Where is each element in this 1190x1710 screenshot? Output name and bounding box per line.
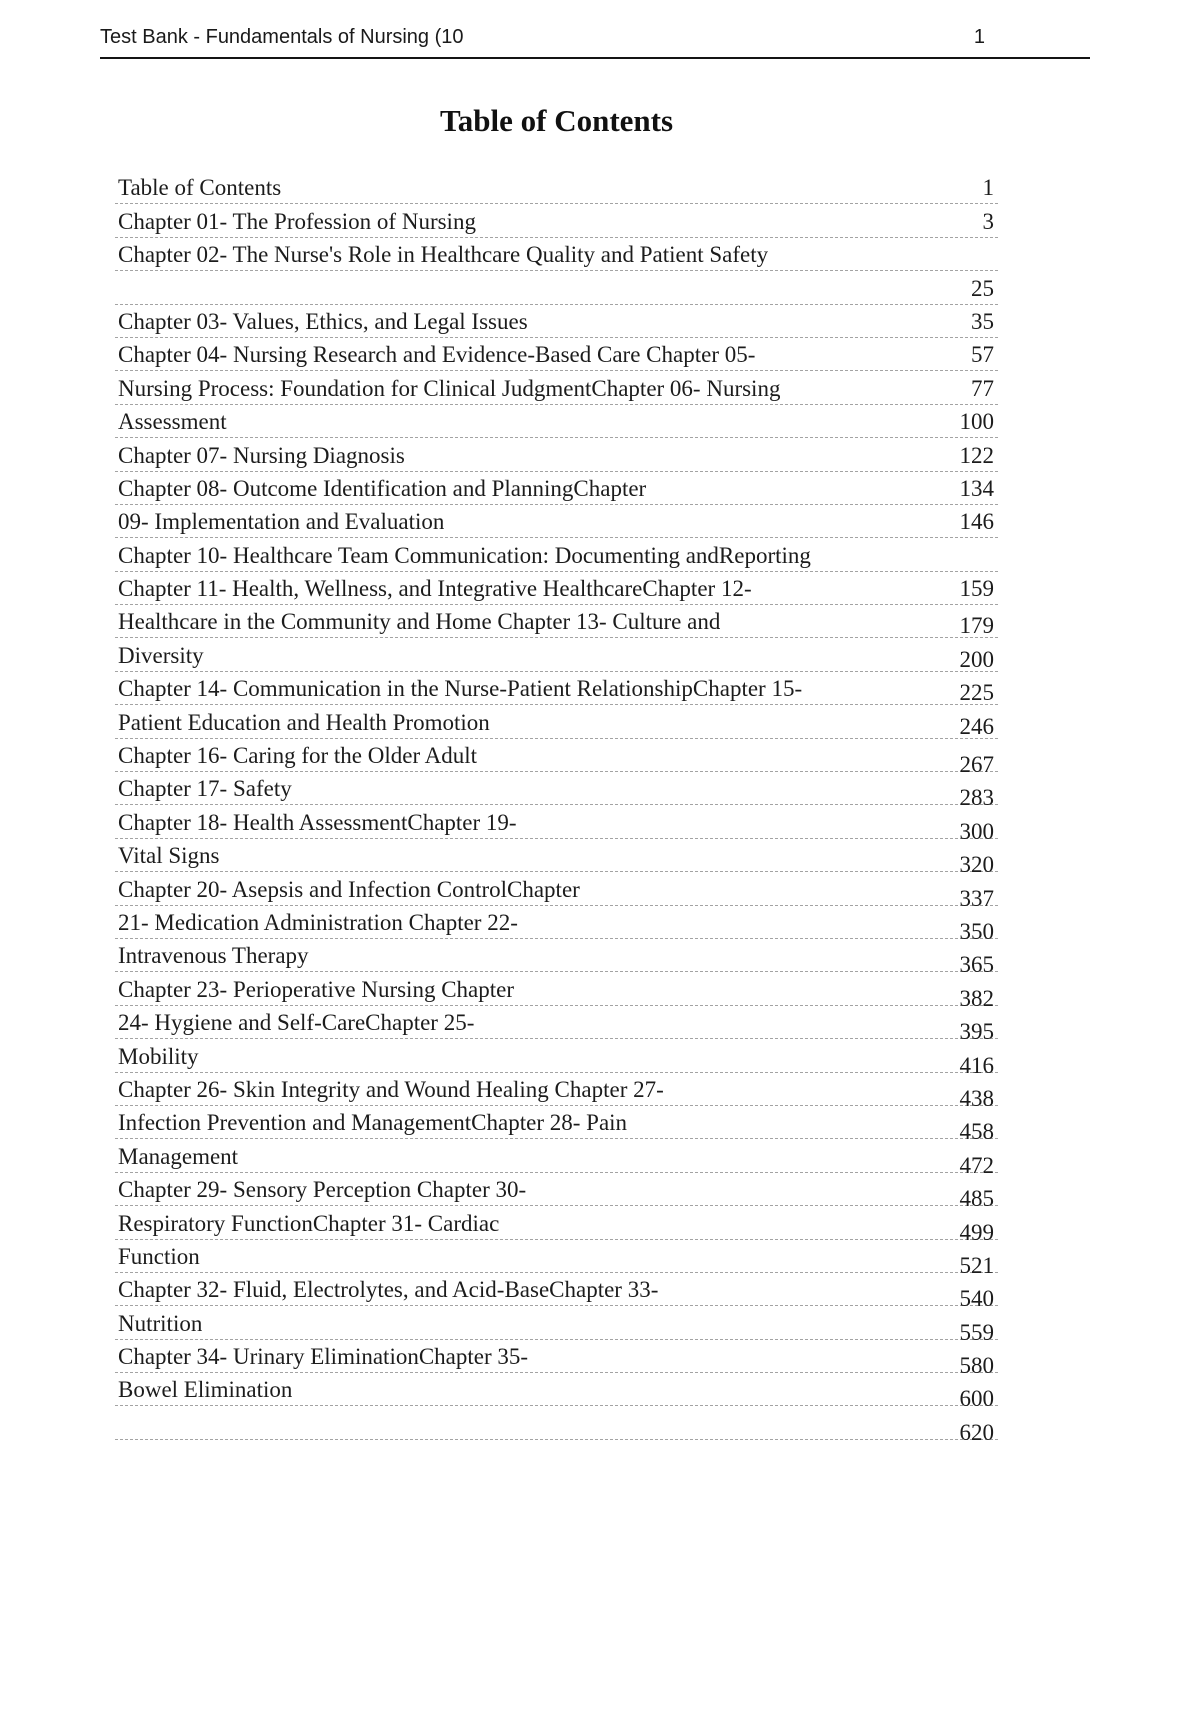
toc-entry-title: Infection Prevention and ManagementChapter 28- Pain (118, 1110, 628, 1136)
toc-entry-page: 521 (959, 1252, 994, 1278)
toc-row (115, 1206, 998, 1245)
toc-entry-title: Table of Contents (118, 175, 282, 201)
toc-entry-page: 300 (959, 818, 994, 844)
toc-row (115, 805, 998, 844)
toc-row (115, 305, 998, 338)
toc-entry-title: Chapter 17- Safety (118, 776, 292, 802)
toc-entry-title: Diversity (118, 642, 204, 668)
header-title: Test Bank - Fundamentals of Nursing (10 (100, 26, 464, 48)
toc-entry-page: 320 (959, 852, 994, 878)
toc-row (115, 1073, 998, 1111)
toc-entry-page: 580 (959, 1353, 994, 1379)
toc-row (115, 872, 998, 911)
toc-entry-title: Chapter 18- Health AssessmentChapter 19- (118, 809, 517, 835)
toc-entry-title: Chapter 02- The Nurse's Role in Healthcare Quality and Patient Safety (118, 242, 769, 268)
toc-row (115, 972, 998, 1011)
toc-entry-page: 438 (959, 1085, 994, 1111)
toc-row (115, 638, 998, 671)
toc-entry-page: 77 (971, 375, 994, 401)
toc-entry-page: 365 (959, 952, 994, 978)
toc-entry-page: 25 (971, 275, 994, 301)
toc-entry-page: 499 (959, 1219, 994, 1245)
toc-entry-title: Management (118, 1143, 239, 1169)
toc-row (115, 739, 998, 778)
toc-row (115, 772, 998, 811)
toc-row (115, 371, 998, 404)
toc-entry-page: 600 (959, 1386, 994, 1412)
toc-row (115, 1340, 998, 1379)
toc-entry-page: 416 (959, 1052, 994, 1078)
toc-entry-page: 350 (959, 918, 994, 944)
toc-entry-title: Chapter 04- Nursing Research and Evidence-Based Care Chapter 05- (118, 342, 756, 368)
page-header (100, 26, 1090, 59)
toc-entry-title: Chapter 16- Caring for the Older Adult (118, 743, 477, 769)
toc-entry-page: 267 (959, 752, 994, 778)
toc-entry-page: 100 (959, 409, 994, 435)
toc-row (115, 1306, 998, 1345)
toc-row (115, 672, 998, 705)
toc-entry-page: 337 (959, 885, 994, 911)
toc-entry-title: 21- Medication Administration Chapter 22- (118, 909, 518, 935)
toc-row (115, 939, 998, 978)
toc-row (115, 839, 998, 878)
toc-entry-title: Assessment (118, 409, 227, 435)
toc-entry-page: 200 (959, 646, 994, 672)
toc-row (115, 271, 998, 304)
toc-entry-title: Chapter 01- The Profession of Nursing (118, 208, 476, 234)
toc-entry-page: 35 (971, 308, 994, 334)
toc-entry-page: 159 (959, 576, 994, 602)
toc-entry-title: Chapter 26- Skin Integrity and Wound Healing Chapter 27- (118, 1076, 664, 1102)
toc-entry-title: Patient Education and Health Promotion (118, 709, 490, 735)
toc-entry-page: 540 (959, 1286, 994, 1312)
toc-entry-title: Chapter 03- Values, Ethics, and Legal Issues (118, 308, 528, 334)
toc-entry-title: Chapter 29- Sensory Perception Chapter 30- (118, 1177, 527, 1203)
toc-entry-title: Bowel Elimination (118, 1377, 293, 1403)
toc-row (115, 438, 998, 471)
toc-entry-page: 225 (959, 680, 994, 706)
toc-entry-title: Chapter 08- Outcome Identification and PlanningChapter (118, 475, 647, 501)
toc-row (115, 1173, 998, 1212)
toc-row (115, 405, 998, 438)
toc-entry-page: 559 (959, 1319, 994, 1345)
toc-entry-page: 382 (959, 985, 994, 1011)
toc-entry-page: 1 (982, 175, 994, 201)
toc-row (115, 538, 998, 571)
toc-entry-title: Function (118, 1243, 200, 1269)
toc-row (115, 1406, 998, 1445)
toc-entry-page: 246 (959, 713, 994, 739)
toc-row (115, 605, 998, 638)
toc-row (115, 1373, 998, 1412)
toc-entry-title: Chapter 32- Fluid, Electrolytes, and Acid-BaseChapter 33- (118, 1277, 659, 1303)
toc-row (115, 1273, 998, 1312)
toc-entry-title: Intravenous Therapy (118, 943, 309, 969)
toc-list (115, 171, 998, 1445)
toc-entry-title: Mobility (118, 1043, 199, 1069)
document-page (0, 26, 1190, 1710)
toc-row (115, 505, 998, 538)
toc-entry-page: 134 (959, 475, 994, 501)
toc-entry-title: Chapter 07- Nursing Diagnosis (118, 442, 405, 468)
toc-entry-title: 24- Hygiene and Self-CareChapter 25- (118, 1010, 475, 1036)
toc-entry-page: 485 (959, 1186, 994, 1212)
toc-entry-page: 458 (959, 1119, 994, 1145)
header-page-number: 1 (973, 26, 985, 48)
toc-entry-title: Chapter 10- Healthcare Team Communication: Documenting andReporting (118, 542, 811, 568)
toc-entry-page: 3 (982, 208, 994, 234)
page-title: Table of Contents (439, 103, 674, 138)
toc-row (115, 1039, 998, 1078)
toc-row (115, 1106, 998, 1145)
toc-row (115, 238, 998, 271)
toc-entry-page: 472 (959, 1152, 994, 1178)
toc-row (115, 171, 998, 204)
toc-entry-title: Healthcare in the Community and Home Chapter 13- Culture and (118, 609, 721, 635)
toc-row (115, 1006, 998, 1045)
toc-entry-title: Respiratory FunctionChapter 31- Cardiac (118, 1210, 500, 1236)
toc-row (115, 338, 998, 371)
toc-entry-page: 395 (959, 1019, 994, 1045)
toc-entry-page: 179 (959, 613, 994, 639)
toc-entry-title: Nutrition (118, 1310, 203, 1336)
toc-entry-page: 122 (959, 442, 994, 468)
toc-entry-page: 283 (959, 785, 994, 811)
toc-entry-title: Nursing Process: Foundation for Clinical JudgmentChapter 06- Nursing (118, 375, 781, 401)
toc-entry-title: Chapter 34- Urinary EliminationChapter 35- (118, 1344, 529, 1370)
toc-row (115, 572, 998, 605)
toc-row (115, 1240, 998, 1278)
toc-entry-title: Chapter 14- Communication in the Nurse-Patient RelationshipChapter 15- (118, 676, 803, 702)
toc-row (115, 705, 998, 738)
toc-entry-page: 57 (971, 342, 994, 368)
toc-entry-title: Chapter 11- Health, Wellness, and Integrative HealthcareChapter 12- (118, 576, 752, 602)
toc-entry-page: 620 (959, 1419, 994, 1445)
toc-entry-title: Chapter 20- Asepsis and Infection ControlChapter (118, 876, 580, 902)
toc-entry-title: Vital Signs (118, 843, 220, 869)
toc-entry-page: 146 (959, 509, 994, 535)
toc-row (115, 204, 998, 237)
toc-row (115, 472, 998, 505)
toc-row (115, 906, 998, 944)
toc-entry-title: 09- Implementation and Evaluation (118, 509, 445, 535)
toc-entry-title: Chapter 23- Perioperative Nursing Chapter (118, 976, 514, 1002)
toc-row (115, 1139, 998, 1178)
